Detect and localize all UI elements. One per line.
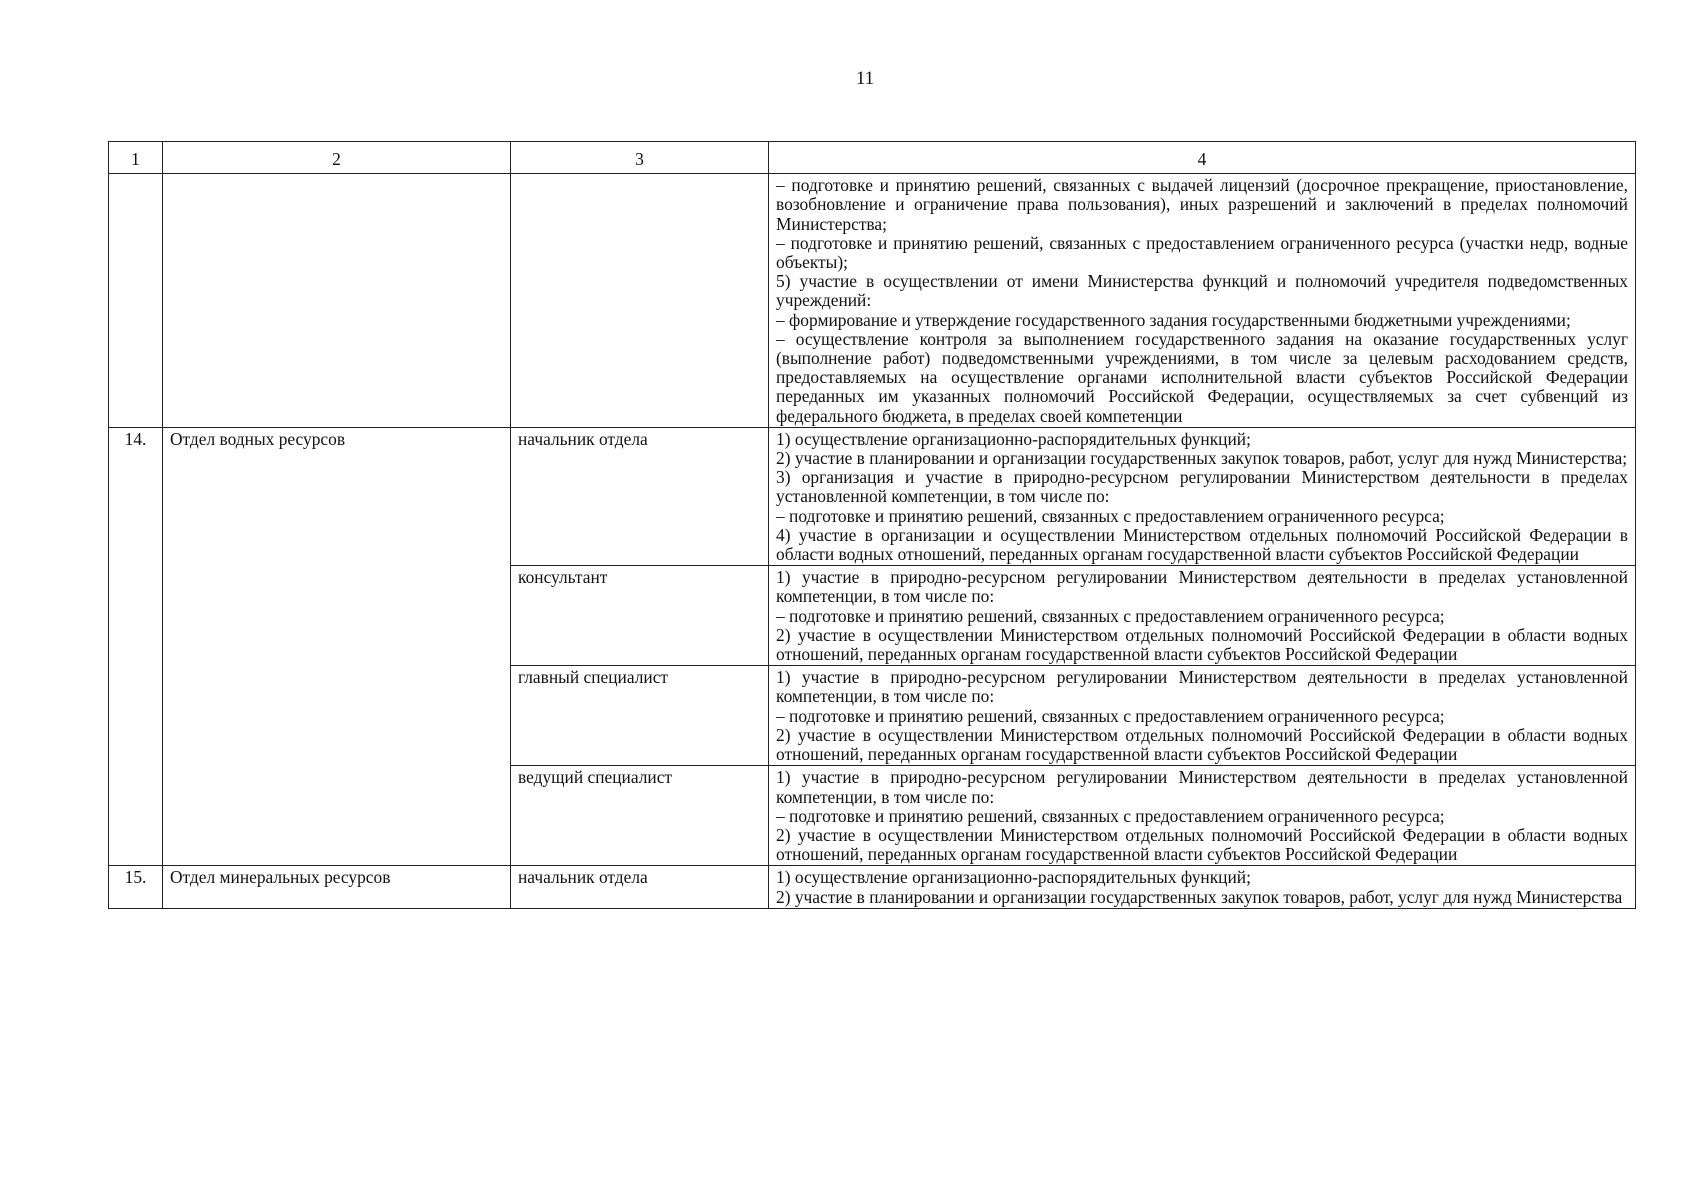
duty-item: 1) осуществление организационно-распорядительных функций; (776, 867, 1251, 888)
position-title: ведущий специалист (511, 766, 769, 866)
column-header-3: 3 (511, 142, 769, 174)
duties-cell (769, 866, 1636, 908)
position-title: начальник отдела (511, 427, 769, 565)
department-cell (163, 174, 511, 428)
duty-item: – подготовке и принятию решений, связанных с предоставлением ограниченного ресурса (участки недр, водные объекты); (776, 232, 1628, 273)
duty-item: 5) участие в осуществлении от имени Министерства функций и полномочий учредителя подведомственных учреждений: (776, 271, 1628, 311)
section-number: 14. (109, 427, 163, 865)
duties-cell (769, 174, 1636, 428)
duty-item: – подготовке и принятию решений, связанных с предоставлением ограниченного ресурса; (776, 605, 1445, 626)
duty-item: – осуществление контроля за выполнением государственного задания на оказание государственных услуг (выполнение работ) подведомственными учреждениями, в том числе за целевым расходованием средств, предоставляемых на осуществление органами исполнительной власти субъектов Российской Федерации переданных им указанных полномочий Российской Федерации, осуществляемых за счет субвенций из федерального бюджета, в пределах своей компетенции (776, 328, 1628, 426)
positions-table (108, 141, 1636, 909)
position-title: начальник отдела (511, 866, 769, 908)
column-header-1: 1 (109, 142, 163, 174)
duty-item: – подготовке и принятию решений, связанных с выдачей лицензий (досрочное прекращение, приостановление, возобновление и ограничение права пользования), иных разрешений и заключений в пределах полномочий Министерства; (776, 175, 1628, 234)
position-title: главный специалист (511, 666, 769, 766)
duties-cell (769, 666, 1636, 766)
duty-item: 2) участие в планировании и организации государственных закупок товаров, работ, услуг для нужд Министерства (776, 886, 1623, 907)
duty-item: 2) участие в осуществлении Министерством отдельных полномочий Российской Федерации в области водных отношений, переданных органам государственной власти субъектов Российской Федерации (776, 624, 1628, 665)
department-name: Отдел водных ресурсов (163, 427, 511, 865)
duty-item: 1) участие в природно-ресурсном регулировании Министерством деятельности в пределах установленной компетенции, в том числе по: (776, 667, 1628, 707)
duty-item: – подготовке и принятию решений, связанных с предоставлением ограниченного ресурса; (776, 505, 1445, 526)
duty-item: – подготовке и принятию решений, связанных с предоставлением ограниченного ресурса; (776, 705, 1445, 726)
duty-item: 3) организация и участие в природно-ресурсном регулировании Министерством деятельности в пределах установленной компетенции, в том числе по: (776, 467, 1628, 507)
number-cell (109, 174, 163, 428)
table-row-continuation (109, 174, 1636, 428)
department-name: Отдел минеральных ресурсов (163, 866, 511, 908)
page-number: 11 (855, 68, 875, 89)
duty-item: 2) участие в осуществлении Министерством отдельных полномочий Российской Федерации в области водных отношений, переданных органам государственной власти субъектов Российской Федерации (776, 724, 1628, 765)
section-number: 15. (109, 866, 163, 908)
position-title: консультант (511, 566, 769, 666)
duty-item: 2) участие в осуществлении Министерством отдельных полномочий Российской Федерации в области водных отношений, переданных органам государственной власти субъектов Российской Федерации (776, 824, 1628, 865)
duties-cell (769, 766, 1636, 866)
table-row-section-14-head (109, 427, 1636, 565)
duties-cell (769, 566, 1636, 666)
column-header-4: 4 (769, 142, 1636, 174)
duty-item: 1) участие в природно-ресурсном регулировании Министерством деятельности в пределах установленной компетенции, в том числе по: (776, 767, 1628, 807)
table-header-row (109, 142, 1636, 174)
table-row-section-15-head (109, 866, 1636, 908)
duty-item: 1) осуществление организационно-распорядительных функций; (776, 428, 1251, 449)
duty-item: – формирование и утверждение государственного задания государственными бюджетными учреждениями; (776, 309, 1571, 330)
column-header-2: 2 (163, 142, 511, 174)
position-cell (511, 174, 769, 428)
duty-item: – подготовке и принятию решений, связанных с предоставлением ограниченного ресурса; (776, 805, 1445, 826)
duty-item: 4) участие в организации и осуществлении Министерством отдельных полномочий Российской Федерации в области водных отношений, переданных органам государственной власти субъектов Российской Федерации (776, 524, 1628, 565)
duty-item: 2) участие в планировании и организации государственных закупок товаров, работ, услуг для нужд Министерства; (776, 448, 1628, 469)
duties-cell (769, 427, 1636, 565)
duty-item: 1) участие в природно-ресурсном регулировании Министерством деятельности в пределах установленной компетенции, в том числе по: (776, 567, 1628, 607)
